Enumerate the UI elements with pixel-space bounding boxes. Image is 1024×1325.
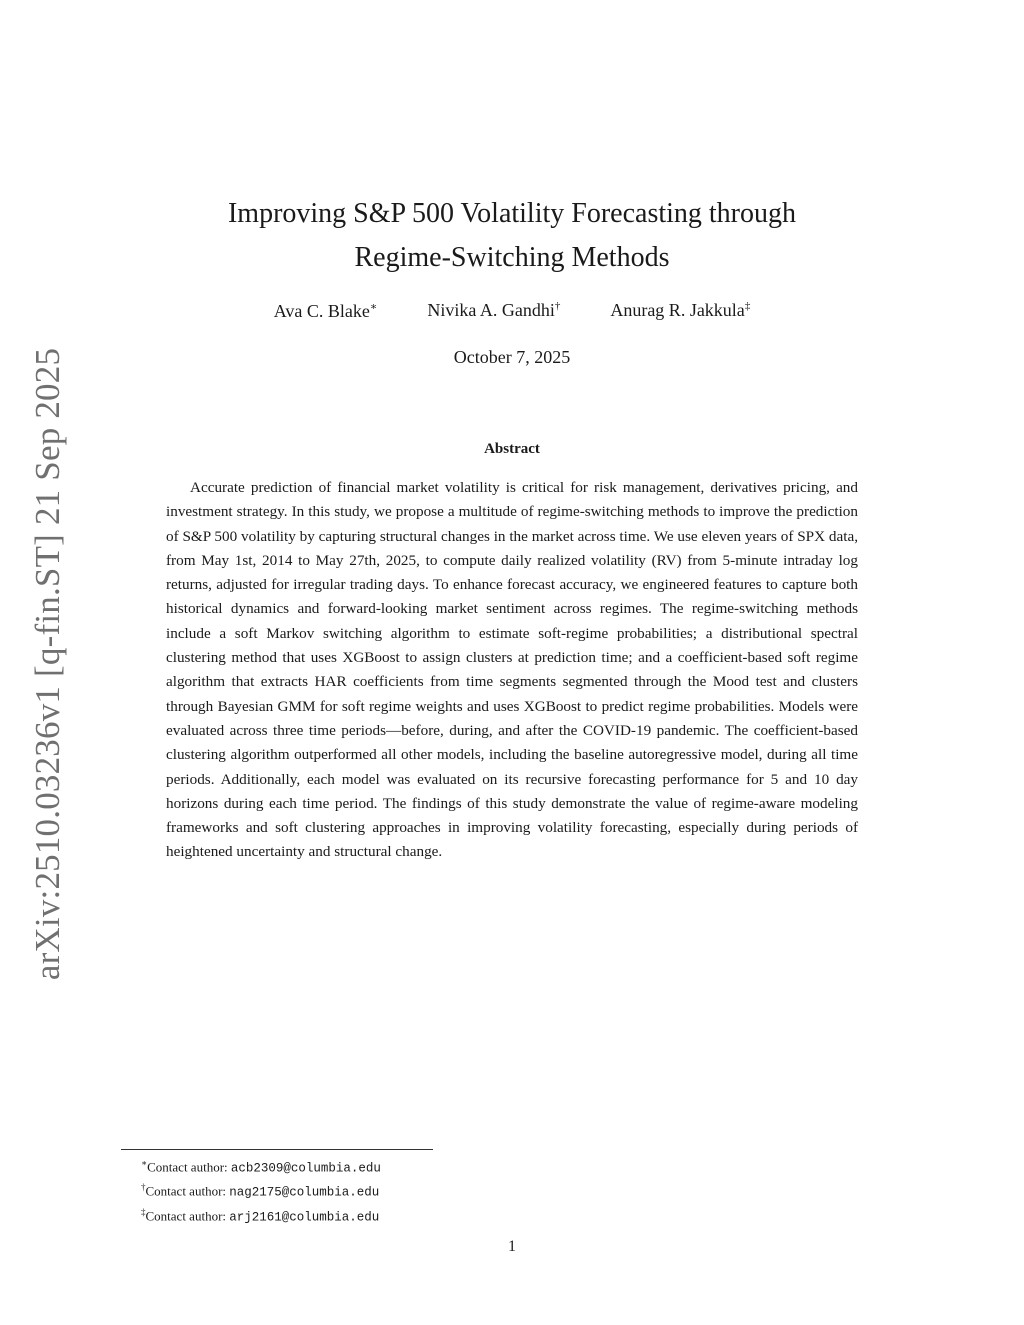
paper-title-line-1: Improving S&P 500 Volatility Forecasting through xyxy=(227,198,797,229)
author-list xyxy=(0,300,1024,322)
footnote xyxy=(141,1178,381,1202)
author-name: Ava C. Blake xyxy=(273,301,370,321)
author-name: Nivika A. Gandhi xyxy=(427,300,555,320)
footnote-divider xyxy=(121,1149,433,1150)
author-name: Anurag R. Jakkula xyxy=(610,300,745,320)
author-footnote-mark: ‡ xyxy=(744,300,751,312)
footnotes xyxy=(141,1154,381,1227)
footnote-mark: ∗ xyxy=(141,1158,148,1168)
abstract-heading: Abstract xyxy=(484,441,540,457)
footnote-label: Contact author: xyxy=(145,1183,230,1199)
author-footnote-mark: † xyxy=(554,300,561,312)
footnote-mark: † xyxy=(141,1182,146,1193)
contact-email: acb2309@columbia.edu xyxy=(230,1161,381,1176)
paper-title-line-2: Regime-Switching Methods xyxy=(354,242,670,273)
paper-date: October 7, 2025 xyxy=(453,347,571,367)
footnote-label: Contact author: xyxy=(145,1207,230,1223)
footnote xyxy=(141,1154,381,1178)
author-footnote-mark: ∗ xyxy=(369,301,378,313)
author xyxy=(427,300,560,322)
footnote xyxy=(141,1203,381,1227)
paper-title xyxy=(0,192,1024,280)
contact-email: arj2161@columbia.edu xyxy=(229,1209,380,1224)
contact-email: nag2175@columbia.edu xyxy=(229,1185,380,1200)
footnote-mark: ‡ xyxy=(141,1206,146,1217)
author xyxy=(610,300,750,322)
arxiv-identifier-stamp: arXiv:2510.03236v1 [q-fin.ST] 21 Sep 2025 xyxy=(28,347,67,981)
author xyxy=(274,300,378,322)
abstract-text: Accurate prediction of financial market volatility is critical for risk management, derivatives pricing, and investment strategy. In this study, we propose a multitude of regime-switching methods to improve the prediction of S&P 500 volatility by capturing structural changes in the market across time. We use eleven years of SPX data, from May 1st, 2014 to May 27th, 2025, to compute daily realized volatility (RV) from 5-minute intraday log returns, adjusted for irregular trading days. To enhance forecast accuracy, we engineered features to capture both historical dynamics and forward-looking market sentiment across regimes. The regime-switching methods include a soft Markov switching algorithm to estimate soft-regime probabilities; a distributional spectral clustering method that uses XGBoost to assign clusters at prediction time; and a coefficient-based soft regime algorithm that extracts HAR coefficients from time segments segmented through the Mood test and clusters through Bayesian GMM for soft regime weights and uses XGBoost to predict regime probabilities. Models were evaluated across three time periods—before, during, and after the COVID-19 pandemic. The coefficient-based clustering algorithm outperformed all other models, including the baseline autoregressive model, during all time periods. Additionally, each model was evaluated on its recursive forecasting performance for 5 and 10 day horizons during each time period. The findings of this study demonstrate the value of regime-aware modeling frameworks and soft clustering approaches in improving volatility forecasting, especially during periods of heightened uncertainty and structural change. xyxy=(166,479,858,861)
page-number: 1 xyxy=(508,1238,516,1255)
footnote-label: Contact author: xyxy=(147,1159,231,1175)
